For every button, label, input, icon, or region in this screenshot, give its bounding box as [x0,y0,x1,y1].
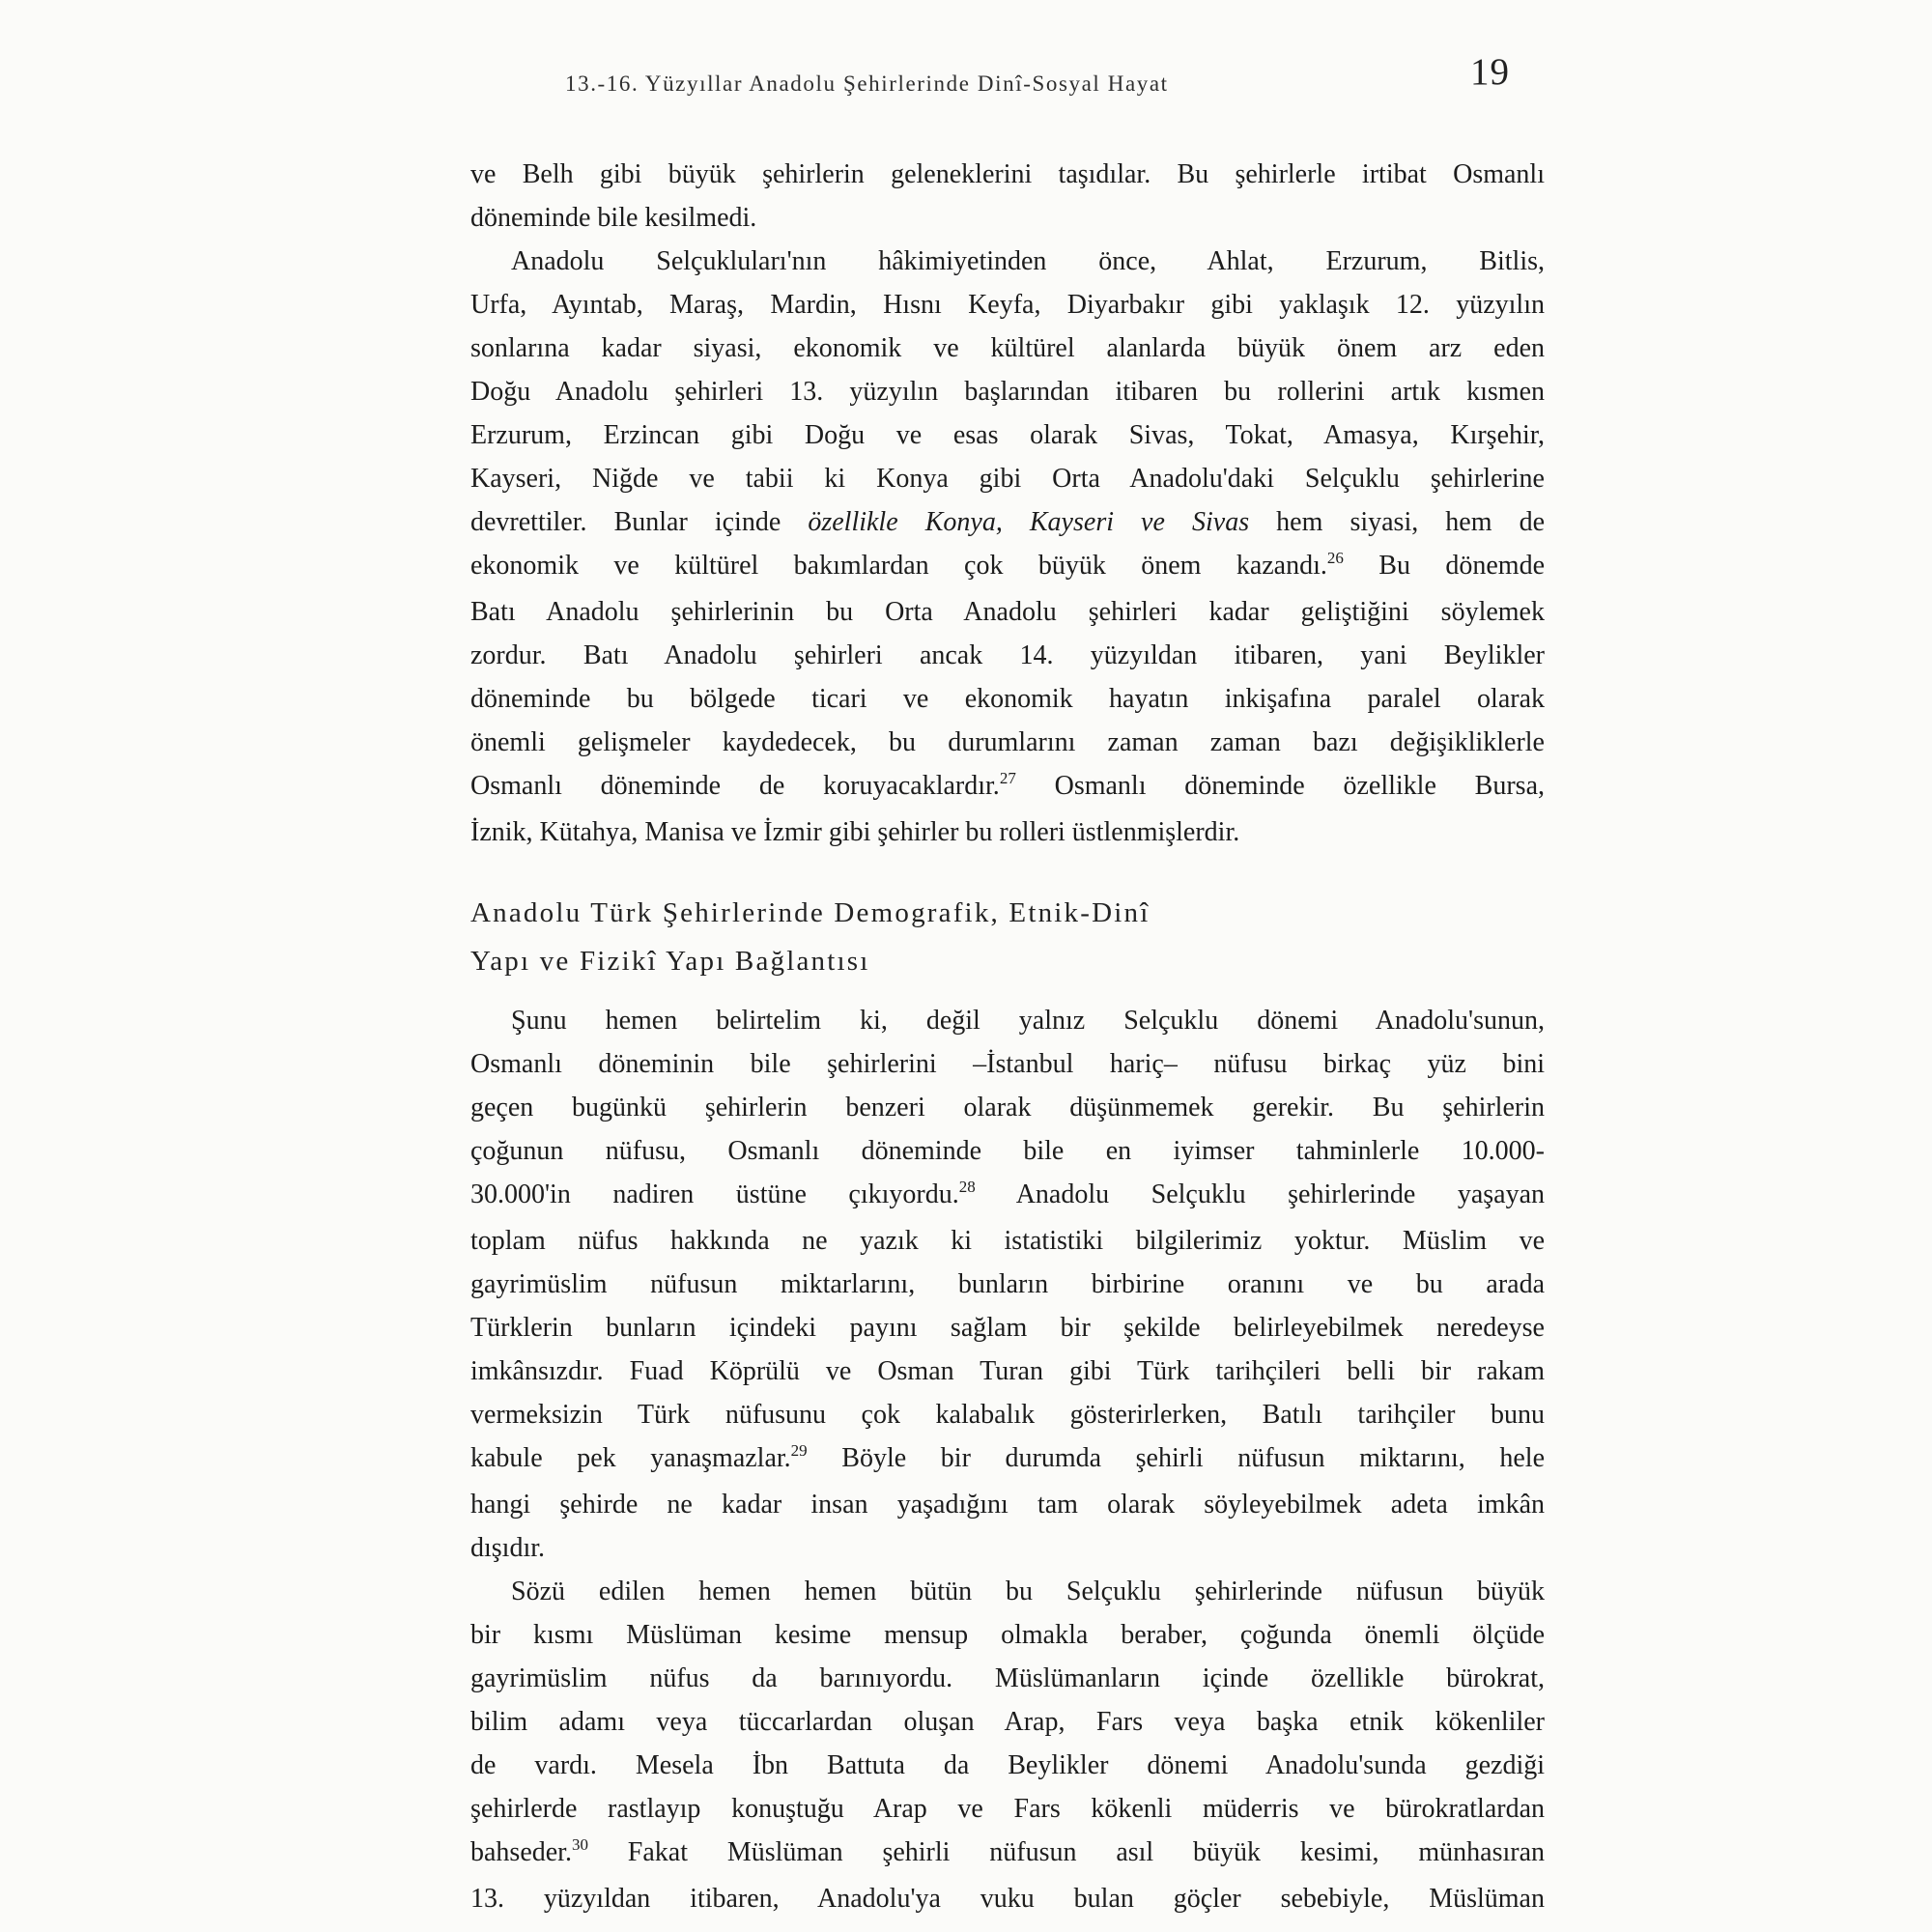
text-segment: bahseder. [470,1837,572,1867]
text-line: gayrimüslim nüfusun miktarlarını, bunların birbirine oranını ve bu arada [470,1269,1545,1299]
text-line: çoğunun nüfusu, Osmanlı döneminde bile en iyimser tahminlerle 10.000- [470,1136,1545,1166]
text-line: dışıdır. [470,1533,546,1563]
text-line [470,1831,1545,1877]
text-line: de vardı. Mesela İbn Battuta da Beylikler dönemi Anadolu'sunda gezdiği [470,1750,1545,1780]
text-segment: hem siyasi, hem de [1249,507,1545,537]
text-line: önemli gelişmeler kaydedecek, bu durumlarını zaman zaman bazı değişikliklerle [470,727,1545,757]
paragraph-1 [470,153,1545,240]
text-line: 13. yüzyıldan itibaren, Anadolu'ya vuku bulan göçler sebebiyle, Müslüman [470,1884,1545,1914]
text-line [470,500,1545,544]
text-line: Türklerin bunların içindeki payını sağlam bir şekilde belirleyebilmek neredeyse [470,1313,1545,1343]
text-line: hangi şehirde ne kadar insan yaşadığını tam olarak söyleyebilmek adeta imkân [470,1490,1545,1520]
paragraph-2 [470,240,1545,854]
text-segment: devrettiler. Bunlar içinde [470,507,809,537]
text-line: Anadolu Selçukluları'nın hâkimiyetinden önce, Ahlat, Erzurum, Bitlis, [511,246,1545,276]
italic-phrase: özellikle Konya, Kayseri ve Sivas [808,507,1250,537]
text-segment: Böyle bir durumda şehirli nüfusun miktarını, hele [807,1443,1545,1473]
text-line: Doğu Anadolu şehirleri 13. yüzyılın başlarından itibaren bu rollerini artık kısmen [470,377,1545,407]
text-line: geçen bugünkü şehirlerin benzeri olarak düşünmemek gerekir. Bu şehirlerin [470,1093,1545,1122]
text-segment: Bu dönemde [1343,551,1546,581]
text-line: bir kısmı Müslüman kesime mensup olmakla beraber, çoğunda önemli ölçüde [470,1620,1545,1650]
text-segment: ekonomik ve kültürel bakımlardan çok büyük önem kazandı. [470,551,1327,581]
footnote-reference: 27 [999,769,1016,787]
text-line: Urfa, Ayıntab, Maraş, Mardin, Hısnı Keyfa, Diyarbakır gibi yaklaşık 12. yüzyılın [470,290,1545,320]
text-line: döneminde bu bölgede ticari ve ekonomik hayatın inkişafına paralel olarak [470,684,1545,714]
page-number: 19 [1470,51,1510,93]
text-line: gayrimüslim nüfus da barınıyordu. Müslümanların içinde özellikle bürokrat, [470,1663,1545,1693]
text-line: döneminde bile kesilmedi. [470,203,757,233]
text-line: sonlarına kadar siyasi, ekonomik ve kültürel alanlarda büyük önem arz eden [470,333,1545,363]
footnote-reference: 30 [571,1835,588,1854]
text-segment: kabule pek yanaşmazlar. [470,1443,791,1473]
footnote-reference: 26 [1326,549,1344,567]
text-line: imkânsızdır. Fuad Köprülü ve Osman Turan gibi Türk tarihçileri belli bir rakam [470,1356,1545,1386]
section-heading-line: Anadolu Türk Şehirlerinde Demografik, Etnik-Dinî [470,897,1151,928]
text-line: Şunu hemen belirtelim ki, değil yalnız Selçuklu dönemi Anadolu'sunun, [511,1006,1545,1036]
text-line: Sözü edilen hemen hemen bütün bu Selçuklu şehirlerinde nüfusun büyük [511,1577,1545,1606]
text-line: Kayseri, Niğde ve tabii ki Konya gibi Orta Anadolu'daki Selçuklu şehirlerine [470,464,1545,494]
text-line: toplam nüfus hakkında ne yazık ki istatistiki bilgilerimiz yoktur. Müslim ve [470,1226,1545,1256]
text-segment: Anadolu Selçuklu şehirlerinde yaşayan [975,1179,1545,1209]
text-segment: Osmanlı döneminde özellikle Bursa, [1015,771,1546,801]
section-heading [470,889,1545,985]
text-segment: Fakat Müslüman şehirli nüfusun asıl büyük kesimi, münhasıran [587,1837,1545,1867]
text-line [470,1436,1545,1483]
paragraph-4 [470,1570,1545,1920]
text-line: Erzurum, Erzincan gibi Doğu ve esas olarak Sivas, Tokat, Amasya, Kırşehir, [470,420,1545,450]
text-line: ve Belh gibi büyük şehirlerin geleneklerini taşıdılar. Bu şehirlerle irtibat Osmanlı [470,159,1545,189]
section-heading-line: Yapı ve Fizikî Yapı Bağlantısı [470,946,870,977]
text-line [470,544,1545,590]
text-segment: Osmanlı döneminde de koruyacaklardır. [470,771,1000,801]
paragraph-3 [470,999,1545,1570]
text-line: İznik, Kütahya, Manisa ve İzmir gibi şehirler bu rolleri üstlenmişlerdir. [470,817,1240,847]
text-line: Osmanlı döneminin bile şehirlerini –İstanbul hariç– nüfusu birkaç yüz bini [470,1049,1545,1079]
text-line: zordur. Batı Anadolu şehirleri ancak 14. yüzyıldan itibaren, yani Beylikler [470,640,1545,670]
footnote-reference: 29 [790,1441,808,1460]
text-segment: 30.000'in nadiren üstüne çıkıyordu. [470,1179,959,1209]
text-line [470,1173,1545,1219]
text-line: Batı Anadolu şehirlerinin bu Orta Anadolu şehirleri kadar geliştiğini söylemek [470,597,1545,627]
running-title: 13.-16. Yüzyıllar Anadolu Şehirlerinde Dinî-Sosyal Hayat [565,71,1169,96]
text-line: bilim adamı veya tüccarlardan oluşan Arap, Fars veya başka etnik kökenliler [470,1707,1545,1737]
text-line: şehirlerde rastlayıp konuştuğu Arap ve Fars kökenli müderris ve bürokratlardan [470,1794,1545,1824]
body-text [470,153,1545,1920]
text-line [470,764,1545,810]
text-line: vermeksizin Türk nüfusunu çok kalabalık gösterirlerken, Batılı tarihçiler bunu [470,1400,1545,1430]
footnote-reference: 28 [958,1178,976,1196]
